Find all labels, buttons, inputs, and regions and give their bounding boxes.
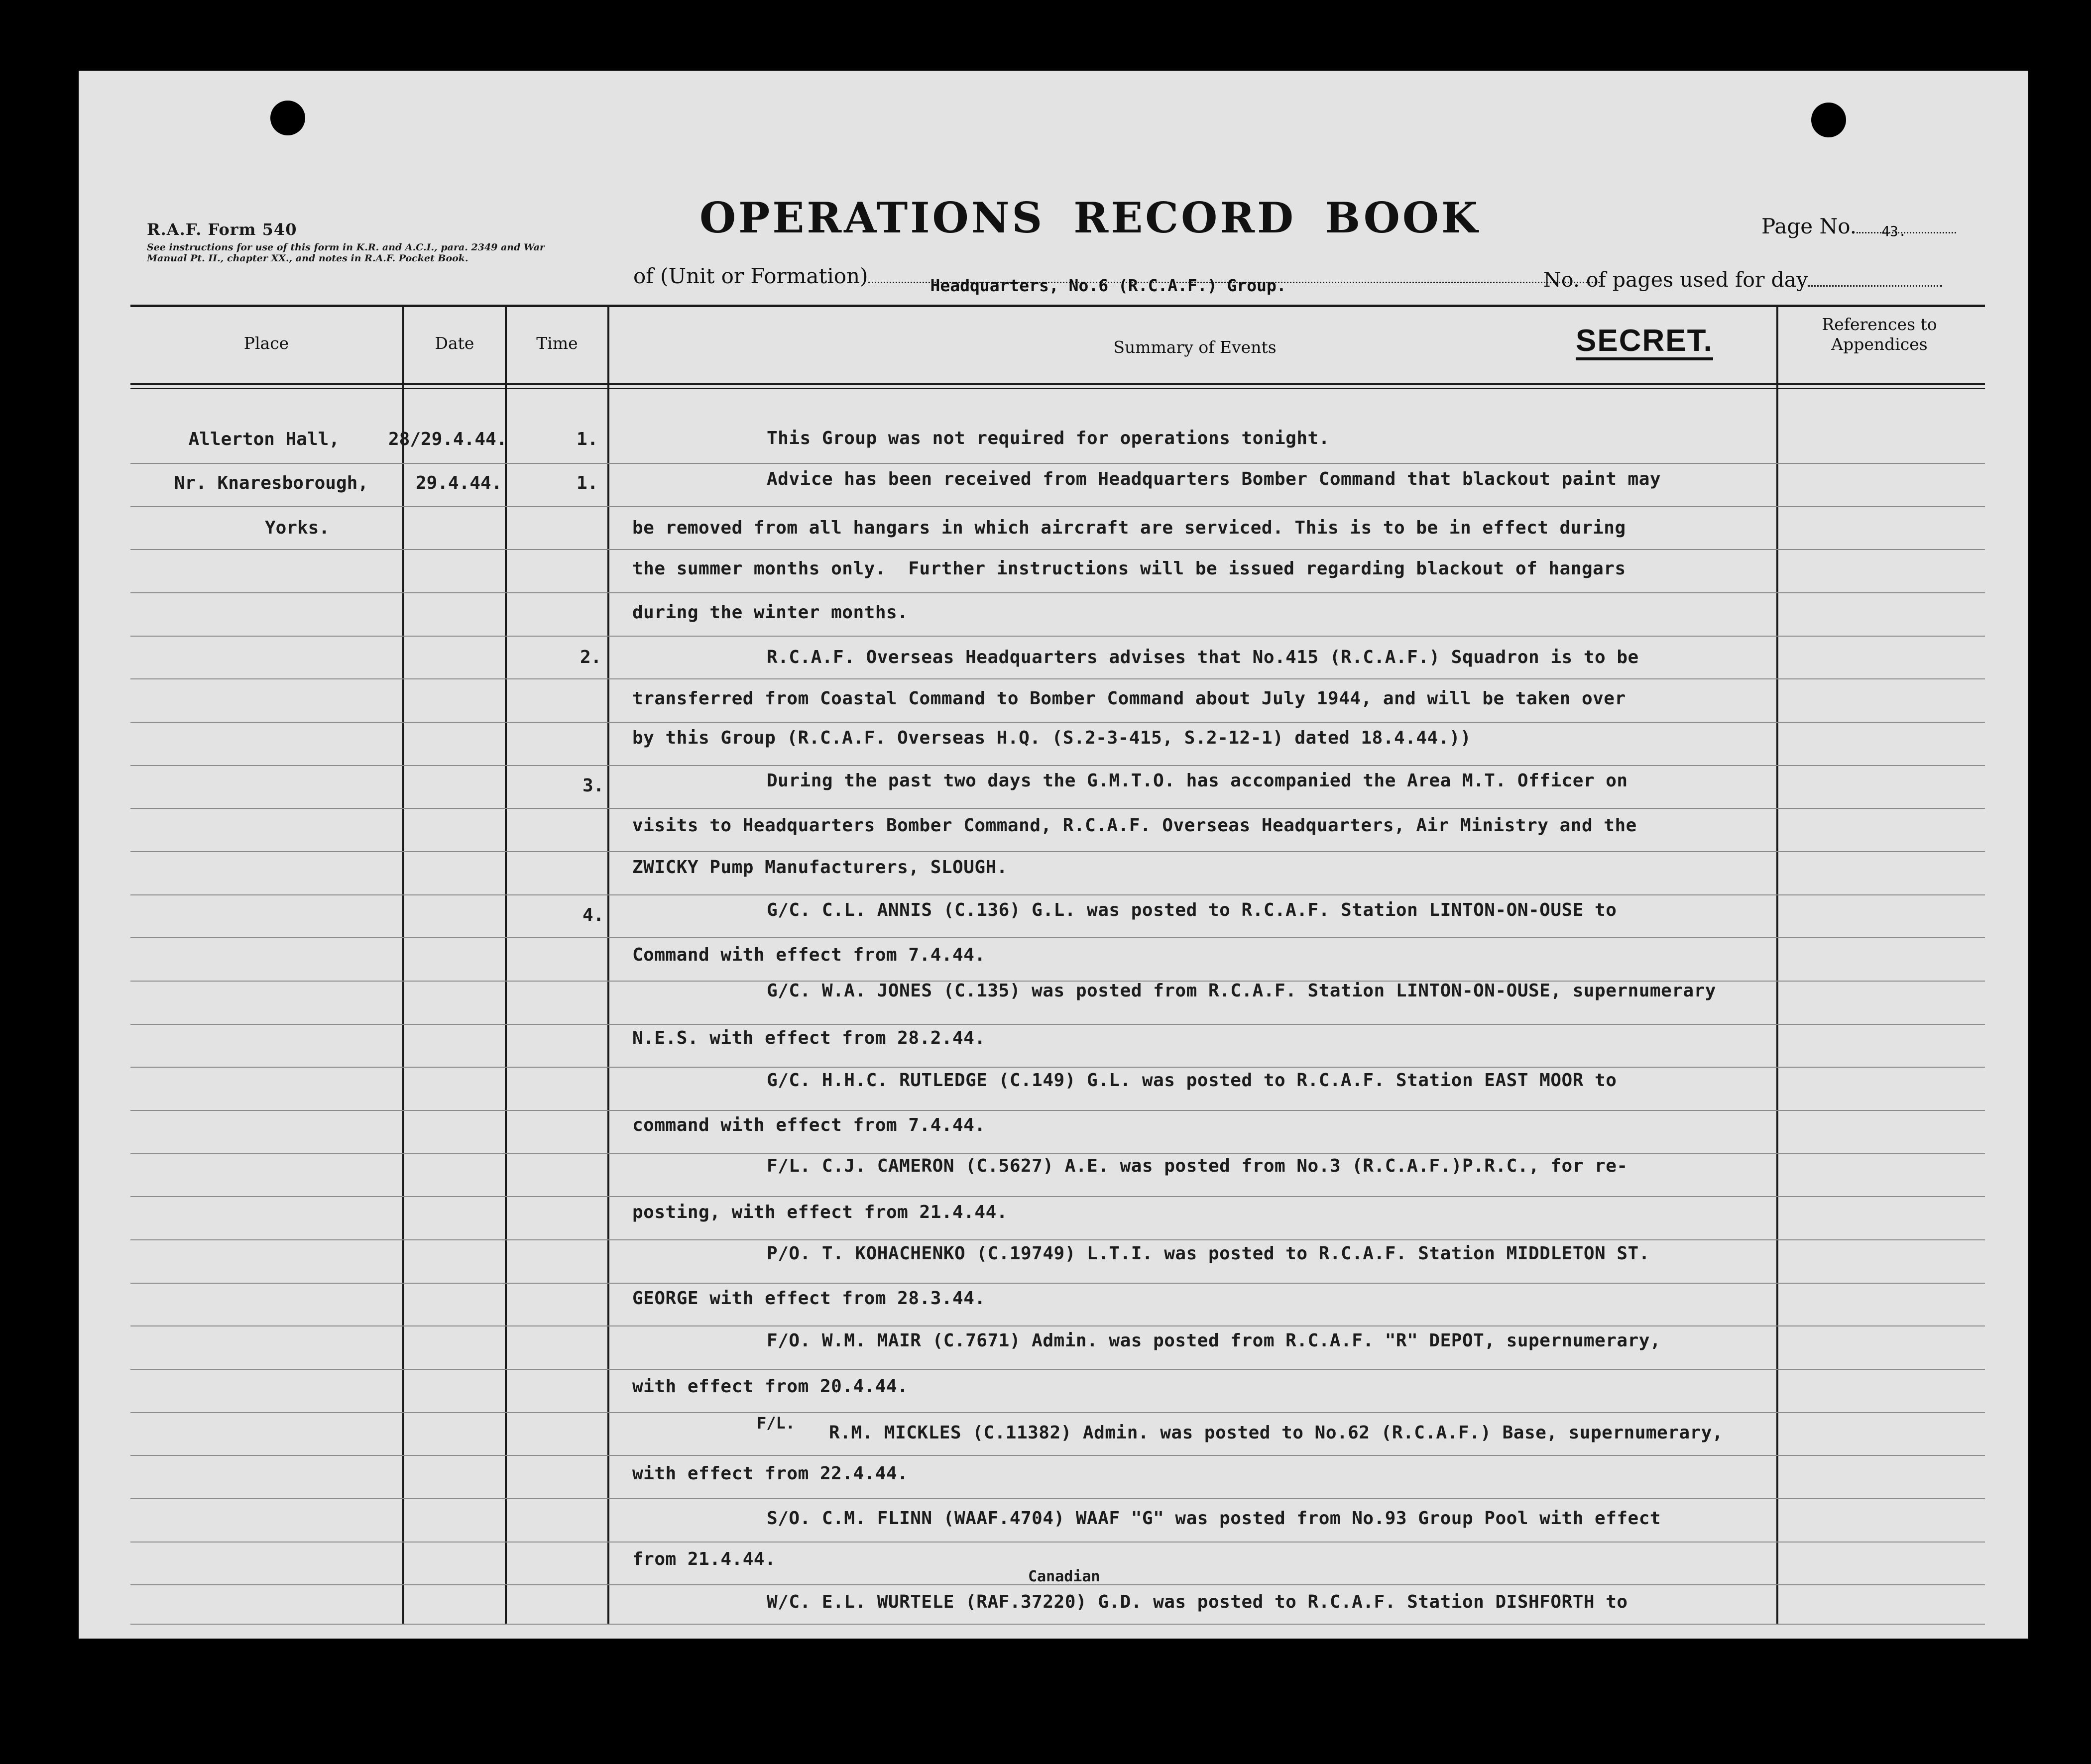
time-entry: 2. [580, 647, 602, 667]
ruled-line [130, 636, 1985, 637]
ruled-line [130, 1024, 1985, 1025]
time-entry: 1. [577, 473, 598, 493]
unit-label: of (Unit or Formation) [633, 264, 868, 288]
form-number: R.A.F. Form 540 [147, 220, 297, 239]
summary-line: with effect from 22.4.44. [632, 1463, 909, 1484]
ruled-line [130, 851, 1985, 852]
header-bottom-border [130, 383, 1985, 385]
place-entry: Allerton Hall, [188, 429, 340, 449]
header-bottom-border-inner [130, 388, 1985, 389]
time-entry: 1. [577, 429, 598, 449]
summary-line: Advice has been received from Headquarters Bomber Command that blackout paint may [767, 469, 1661, 489]
column-header-date: Date [435, 333, 474, 353]
binder-hole-left [270, 101, 305, 135]
ruled-line [130, 765, 1985, 766]
ruled-line [130, 592, 1985, 593]
ruled-line [130, 1412, 1985, 1413]
column-header-time: Time [536, 333, 578, 353]
secret-stamp: SECRET. [1576, 325, 1713, 360]
ruled-line [130, 1498, 1985, 1499]
place-entry: Nr. Knaresborough, [174, 473, 368, 493]
binder-slot-left [204, 0, 212, 35]
summary-line: GEORGE with effect from 28.3.44. [632, 1288, 986, 1309]
summary-line: command with effect from 7.4.44. [632, 1115, 986, 1135]
summary-line: This Group was not required for operations tonight. [767, 428, 1330, 448]
handwritten-annotation: Canadian [1028, 1568, 1100, 1585]
summary-line: P/O. T. KOHACHENKO (C.19749) L.T.I. was posted to R.C.A.F. Station MIDDLETON ST. [767, 1243, 1650, 1264]
handwritten-annotation: F/L. [757, 1414, 796, 1433]
summary-line: be removed from all hangars in which aircraft are serviced. This is to be in effect during [632, 518, 1626, 538]
ruled-line [130, 678, 1985, 679]
ruled-line [130, 894, 1985, 895]
column-header-summary: Summary of Events [1113, 337, 1277, 357]
date-entry: 28/29.4.44. [388, 429, 507, 449]
ruled-line [130, 506, 1985, 507]
summary-line: visits to Headquarters Bomber Command, R.C.A.F. Overseas Headquarters, Air Ministry and the [632, 815, 1637, 836]
ruled-line [130, 1283, 1985, 1284]
column-divider-time [607, 305, 609, 1624]
ruled-line [130, 1624, 1985, 1625]
summary-line: R.C.A.F. Overseas Headquarters advises that No.415 (R.C.A.F.) Squadron is to be [767, 647, 1639, 667]
column-divider-date [505, 305, 507, 1624]
time-entry: 3. [582, 775, 604, 796]
page-number-field [1761, 214, 1956, 238]
ruled-line [130, 1153, 1985, 1154]
ruled-line [130, 1455, 1985, 1456]
summary-line: F/O. W.M. MAIR (C.7671) Admin. was posted from R.C.A.F. "R" DEPOT, supernumerary, [767, 1330, 1661, 1351]
unit-value: Headquarters, No.6 (R.C.A.F.) Group. [930, 276, 1286, 295]
pages-used-label: No. of pages used for day [1543, 268, 1808, 292]
form-instructions: See instructions for use of this form in K.R. and A.C.I., para. 2349 and War Manual Pt. II., chapter XX., and notes in R.A.F. Pocket Book. [147, 242, 545, 264]
column-divider-place [402, 305, 404, 1624]
ruled-line [130, 1110, 1985, 1111]
ruled-line [130, 1369, 1985, 1370]
ruled-line [130, 1239, 1985, 1240]
unit-field [633, 264, 1600, 295]
ruled-line [130, 549, 1985, 550]
summary-line: by this Group (R.C.A.F. Overseas H.Q. (S.2-3-415, S.2-12-1) dated 18.4.44.)) [632, 728, 1472, 748]
summary-line: with effect from 20.4.44. [632, 1376, 909, 1397]
summary-line: N.E.S. with effect from 28.2.44. [632, 1028, 986, 1048]
summary-line: G/C. H.H.C. RUTLEDGE (C.149) G.L. was posted to R.C.A.F. Station EAST MOOR to [767, 1070, 1617, 1091]
page-title: OPERATIONS RECORD BOOK [699, 193, 1481, 242]
binder-hole-right [1811, 103, 1846, 137]
summary-line: S/O. C.M. FLINN (WAAF.4704) WAAF "G" was posted from No.93 Group Pool with effect [767, 1508, 1661, 1529]
ruled-line [130, 937, 1985, 938]
ruled-line [130, 463, 1985, 464]
summary-line: W/C. E.L. WURTELE (RAF.37220) G.D. was posted to R.C.A.F. Station DISHFORTH to [767, 1592, 1628, 1612]
table-top-border [130, 305, 1985, 307]
summary-line: F/L. C.J. CAMERON (C.5627) A.E. was posted from No.3 (R.C.A.F.)P.R.C., for re- [767, 1156, 1628, 1176]
time-entry: 4. [582, 905, 604, 925]
summary-line: During the past two days the G.M.T.O. has accompanied the Area M.T. Officer on [767, 771, 1628, 791]
pages-used-field [1543, 268, 1942, 292]
summary-line: posting, with effect from 21.4.44. [632, 1202, 1008, 1222]
date-entry: 29.4.44. [416, 473, 502, 493]
ruled-line [130, 722, 1985, 723]
summary-line: the summer months only. Further instructions will be issued regarding blackout of hangars [632, 558, 1626, 579]
summary-line: Command with effect from 7.4.44. [632, 945, 986, 965]
summary-line: during the winter months. [632, 602, 909, 623]
page-number-value: 43. [1881, 223, 1907, 239]
binder-slot-right [1757, 0, 1776, 35]
column-header-references: References to Appendices [1822, 315, 1937, 354]
ruled-line [130, 1196, 1985, 1197]
ruled-line [130, 1325, 1985, 1326]
summary-line: R.M. MICKLES (C.11382) Admin. was posted to No.62 (R.C.A.F.) Base, supernumerary, [829, 1423, 1724, 1443]
form-header [147, 220, 560, 264]
ruled-line [130, 1067, 1985, 1068]
column-divider-summary [1776, 305, 1778, 1624]
column-header-place: Place [243, 333, 289, 353]
summary-line: ZWICKY Pump Manufacturers, SLOUGH. [632, 857, 1008, 878]
ruled-line [130, 1542, 1985, 1543]
summary-line: from 21.4.44. [632, 1549, 776, 1569]
summary-line: G/C. W.A. JONES (C.135) was posted from R.C.A.F. Station LINTON-ON-OUSE, supernumerary [767, 981, 1716, 1001]
place-entry: Yorks. [264, 518, 330, 538]
page-number-label: Page No. [1761, 214, 1857, 238]
summary-line: transferred from Coastal Command to Bomber Command about July 1944, and will be taken over [632, 688, 1626, 709]
summary-line: G/C. C.L. ANNIS (C.136) G.L. was posted to R.C.A.F. Station LINTON-ON-OUSE to [767, 900, 1617, 920]
ruled-line [130, 808, 1985, 809]
